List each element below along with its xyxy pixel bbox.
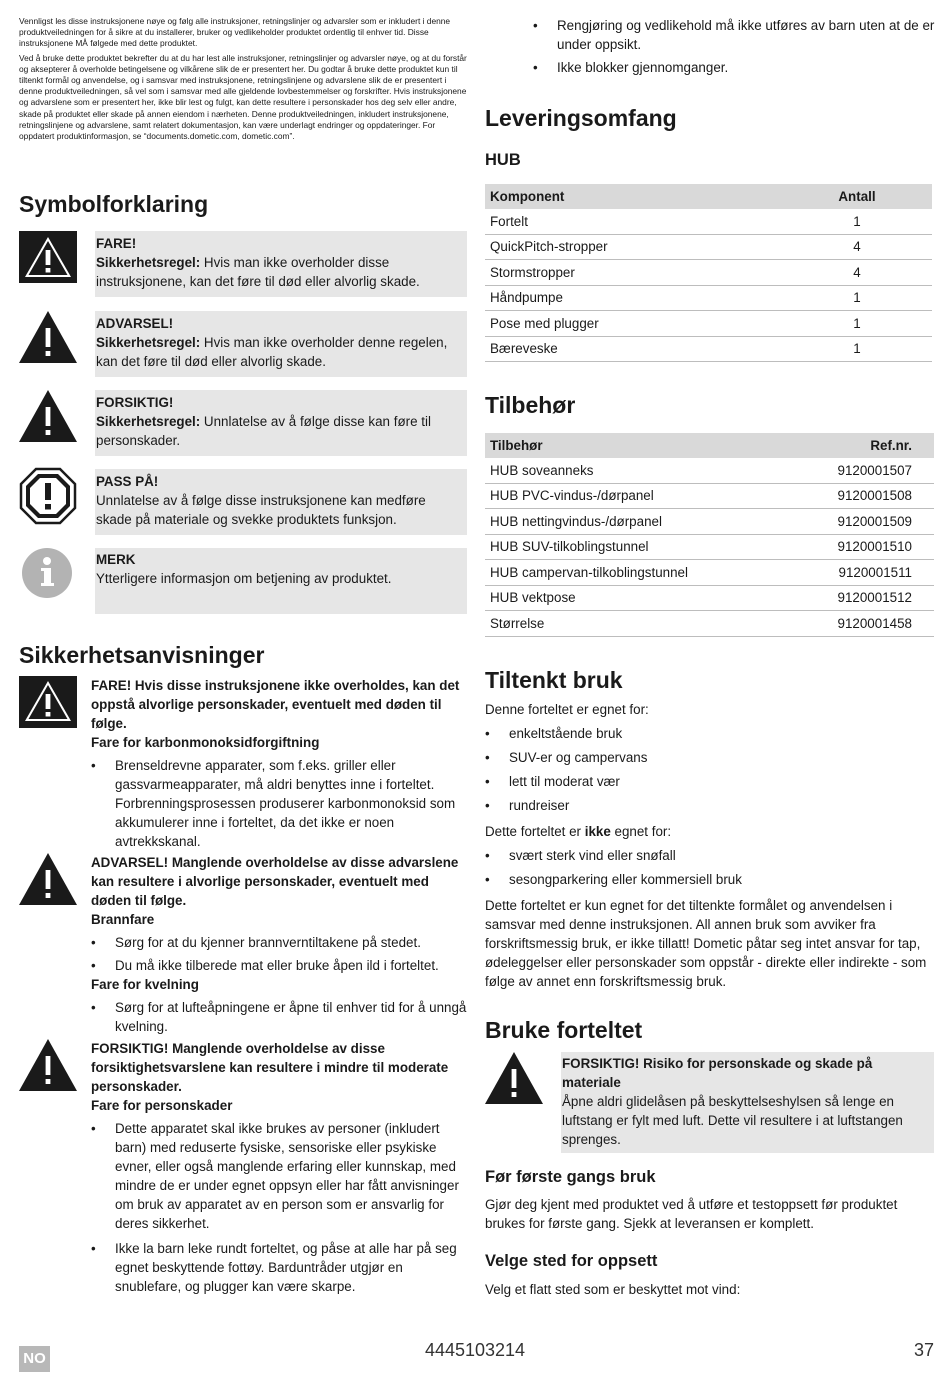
table-cell: Bæreveske [485, 336, 782, 362]
symbol-forsiktig-text: Unnlatelse av å følge disse kan føre til personskader. [96, 414, 431, 448]
symbol-advarsel-title: ADVARSEL! [96, 316, 174, 331]
table-row [485, 458, 934, 483]
safety-advarsel-title: ADVARSEL! Manglende overholdelse av disse advarslene kan resultere i alvorlige personskader, eventuelt med døden til følge. [91, 855, 459, 908]
symbol-advarsel [19, 311, 467, 377]
site-heading: Velge sted for oppsett [485, 1252, 658, 1270]
use-heading: Bruke forteltet [485, 1017, 643, 1043]
symbol-advarsel-box [95, 311, 467, 377]
table-cell: 9120001512 [787, 585, 934, 611]
symbol-fare-box [95, 231, 467, 297]
table-cell: 1 [782, 285, 932, 311]
symbol-forsiktig [19, 390, 467, 456]
safety-forsiktig [19, 1039, 467, 1296]
intended-use-section [485, 700, 934, 991]
info-circle-icon [19, 548, 77, 606]
column-header-accessory: Tilbehør [485, 433, 787, 458]
table-cell: Håndpumpe [485, 285, 782, 311]
symbol-fare-title: FARE! [96, 236, 137, 251]
symbol-forsiktig-box [95, 390, 467, 456]
warning-triangle-icon [485, 1052, 543, 1104]
table-cell: HUB campervan-tilkoblingstunnel [485, 560, 787, 586]
symbol-merk-box [95, 548, 467, 614]
table-cell: 1 [782, 336, 932, 362]
site-text: Velg et flatt sted som er beskyttet mot vind: [485, 1282, 741, 1297]
safety-fare-subheading: Fare for karbonmonoksidforgiftning [91, 735, 320, 750]
column-header-component: Komponent [485, 184, 782, 209]
list-item: • Ikke blokker gjennomganger. [533, 58, 937, 77]
table-cell: 9120001509 [787, 509, 934, 535]
symbol-fare-rule-label: Sikkerhetsregel: [96, 255, 201, 270]
symbol-pass-pa [19, 469, 467, 535]
list-item: • svært sterk vind eller snøfall [485, 846, 934, 865]
warning-triangle-icon [19, 231, 77, 289]
intended-lead-part: egnet for: [610, 824, 672, 839]
use-warning-text: Åpne aldri glidelåsen på beskyttelseshylsen så lenge en luftstang er fylt med luft. Dette vil resultere i at luftstangen sprenges. [562, 1094, 903, 1147]
intended-use-lead: Denne forteltet er egnet for: [485, 702, 649, 717]
safety-advarsel-bullet: • Sørg for at du kjenner brannverntiltakene på stedet. [91, 933, 467, 952]
table-cell: 4 [782, 234, 932, 260]
table-row [485, 585, 934, 611]
warning-triangle-icon [19, 1039, 77, 1091]
symbol-merk-title: MERK [96, 552, 136, 567]
safety-advarsel-subheading-suffocation: Fare for kvelning [91, 977, 199, 992]
table-row [485, 311, 932, 337]
table-row [485, 509, 934, 535]
table-row [485, 534, 934, 560]
intended-use-heading: Tiltenkt bruk [485, 667, 623, 693]
warning-triangle-icon [19, 676, 77, 728]
table-row [485, 209, 932, 234]
symbol-forsiktig-title: FORSIKTIG! [96, 395, 174, 410]
safety-forsiktig-bullet: • Dette apparatet skal ikke brukes av personer (inkludert barn) med reduserte fysiske, sensoriske eller psykiske evner, eller også manglende erfaring eller kunnskap, med mindre de er under egnet oppsyn eller har fått anvisninger om bruk av apparatet av en person som er ansvarlig for deres sikkerhet. [91, 1119, 467, 1233]
safety-fare [19, 676, 467, 851]
table-header-row [485, 433, 934, 458]
symbol-merk-text: Ytterligere informasjon om betjening av produktet. [96, 571, 392, 586]
table-cell: Fortelt [485, 209, 782, 234]
safety-advarsel-bullet: • Sørg for at lufteåpningene er åpne til enhver tid for å unngå kvelning. [91, 998, 467, 1036]
list-item: • SUV-er og campervans [485, 748, 934, 767]
table-header-row [485, 184, 932, 209]
delivery-heading: Leveringsomfang [485, 105, 677, 131]
list-item: • Rengjøring og vedlikehold må ikke utføres av barn uten at de er under oppsikt. [533, 16, 937, 54]
intro-paragraph-2: Ved å bruke dette produktet bekrefter du at du har lest alle instruksjoner, retningslinjer og advarsler nøye, og at du forstår og aksepterer å overholde betingelsene og vilkårene slik de er presentert her. Du godtar å bruke dette produktet kun til tiltenkt formål og anvendelse, og i samsvar med instruksjonene, retningslinjene og advarslene slik de er presentert i denne produktveiledningen, så vel som i samsvar med alle gjeldende lovbestemmelser og forskrifter. Hvis instruksjonene og advarslene som er presentert her, ikke blir lest og fulgt, kan dette resultere i personskader hos deg selv eller andre, skade på produktet eller skade på annen eiendom i nærheten. Denne produktveiledningen, inkludert instruksjonene, retningslinjene og advarslene, samt relatert dokumentasjon, kan være underlagt endringer og oppdateringer. For oppdatert produktinformasjon, se “documents.dometic.com, dometic.com”. [19, 52, 467, 142]
symbol-forsiktig-rule-label: Sikkerhetsregel: [96, 414, 201, 429]
table-cell: 1 [782, 311, 932, 337]
symbol-fare [19, 231, 467, 297]
table-cell: Stormstropper [485, 260, 782, 286]
first-use-heading: Før første gangs bruk [485, 1168, 656, 1186]
use-warning-box [561, 1052, 934, 1153]
warning-triangle-icon [19, 853, 77, 905]
table-cell: 9120001508 [787, 483, 934, 509]
document-code: 4445103214 [424, 1340, 526, 1360]
symbol-merk [19, 548, 467, 614]
page-number: 37 [913, 1340, 934, 1360]
intended-lead-part: Dette forteltet er [485, 824, 585, 839]
warning-triangle-icon [19, 311, 77, 369]
safety-forsiktig-bullet: • Ikke la barn leke rundt forteltet, og påse at alle har på seg egnet beskyttende fottøy. Barduntråder utgjør en snublefare, og plugger kan være skarpe. [91, 1239, 467, 1296]
notice-octagon-icon [19, 467, 77, 525]
intro-paragraph-1: Vennligst les disse instruksjonene nøye og følg alle instruksjoner, retningslinjer og advarsler som er inkludert i denne produktveiledningen for å sikre at du installerer, bruker og vedlikeholder produktet ordentlig til enhver tid. Disse instruksjonene MÅ følgede med dette produktet. [19, 16, 451, 49]
intended-use-lead-not [485, 822, 934, 841]
column-header-ref: Ref.nr. [787, 433, 934, 458]
symbol-advarsel-rule-label: Sikkerhetsregel: [96, 335, 201, 350]
table-row [485, 234, 932, 260]
table-row [485, 611, 934, 637]
left-column [19, 0, 467, 142]
table-cell: 9120001507 [787, 458, 934, 483]
table-cell: 4 [782, 260, 932, 286]
table-row [485, 285, 932, 311]
intended-lead-emphasis: ikke [584, 824, 611, 839]
delivery-table [485, 184, 932, 362]
warning-triangle-icon [19, 390, 77, 448]
use-warning-title: FORSIKTIG! Risiko for personskade og skade på materiale [562, 1056, 873, 1090]
table-cell: 9120001511 [787, 560, 934, 586]
list-item: • lett til moderat vær [485, 772, 934, 791]
table-cell: HUB SUV-tilkoblingstunnel [485, 534, 787, 560]
language-badge: NO [19, 1346, 50, 1372]
delivery-subheading: HUB [485, 151, 521, 169]
table-cell: HUB vektpose [485, 585, 787, 611]
table-row [485, 483, 934, 509]
intended-use-paragraph: Dette forteltet er kun egnet for det tiltenkte formålet og anvendelsen i samsvar med denne instruksjonen. All annen bruk som avviker fra forskriftsmessig bruk, er ikke tillatt! Dometic påtar seg intet ansvar for tap, ødeleggelser eller personskader som oppstår - direkte eller indirekte - som følge av annet enn forskriftsmessig bruk. [485, 898, 927, 989]
safety-advarsel [19, 853, 467, 1036]
safety-advarsel-subheading-fire: Brannfare [91, 912, 155, 927]
table-row [485, 260, 932, 286]
list-item: • sesongparkering eller kommersiell bruk [485, 870, 934, 889]
symbol-advarsel-text: Hvis man ikke overholder denne regelen, kan det føre til død eller alvorlig skade. [96, 335, 448, 369]
accessories-table [485, 433, 934, 637]
table-row [485, 560, 934, 586]
use-warning [485, 1052, 934, 1153]
symbol-pass-pa-box [95, 469, 467, 535]
table-cell: 1 [782, 209, 932, 234]
symbol-pass-pa-text: Unnlatelse av å følge disse instruksjonene kan medføre skade på materiale og svekke produktets funksjon. [96, 493, 426, 527]
symbol-fare-text: Hvis man ikke overholder disse instruksjonene, kan det føre til død eller alvorlig skade. [96, 255, 420, 289]
safety-fare-bullet: • Brenseldrevne apparater, som f.eks. griller eller gassvarmeapparater, må aldri benyttes inne i forteltet. Forbrenningsprosessen produserer karbonmonoksid som akkumulerer inne i forteltet, da det ikke er noen avtrekkskanal. [91, 756, 467, 851]
table-cell: Pose med plugger [485, 311, 782, 337]
first-use-text: Gjør deg kjent med produktet ved å utføre et testoppsett før produktet brukes for første gang. Sjekk at leveransen er komplett. [485, 1197, 898, 1231]
table-cell: Størrelse [485, 611, 787, 637]
table-cell: HUB soveanneks [485, 458, 787, 483]
column-header-quantity: Antall [782, 184, 932, 209]
intro-text [19, 16, 467, 142]
table-cell: HUB PVC-vindus-/dørpanel [485, 483, 787, 509]
list-item: • enkeltstående bruk [485, 724, 934, 743]
table-cell: 9120001510 [787, 534, 934, 560]
table-row [485, 336, 932, 362]
accessories-heading: Tilbehør [485, 392, 576, 418]
safety-advarsel-bullet: • Du må ikke tilberede mat eller bruke åpen ild i forteltet. [91, 956, 467, 975]
safety-heading: Sikkerhetsanvisninger [19, 642, 265, 668]
safety-forsiktig-subheading: Fare for personskader [91, 1098, 233, 1113]
safety-fare-title: FARE! Hvis disse instruksjonene ikke overholdes, kan det oppstå alvorlige personskader, eventuelt med døden til følge. [91, 678, 460, 731]
table-cell: QuickPitch-stropper [485, 234, 782, 260]
list-item: • rundreiser [485, 796, 934, 815]
safety-forsiktig-title: FORSIKTIG! Manglende overholdelse av disse forsiktighetsvarslene kan resultere i mindre til moderate personskader. [91, 1041, 449, 1094]
table-cell: 9120001458 [787, 611, 934, 637]
table-cell: HUB nettingvindus-/dørpanel [485, 509, 787, 535]
symbol-pass-pa-title: PASS PÅ! [96, 474, 159, 489]
symbols-heading: Symbolforklaring [19, 191, 209, 217]
right-top-bullets [557, 14, 937, 77]
